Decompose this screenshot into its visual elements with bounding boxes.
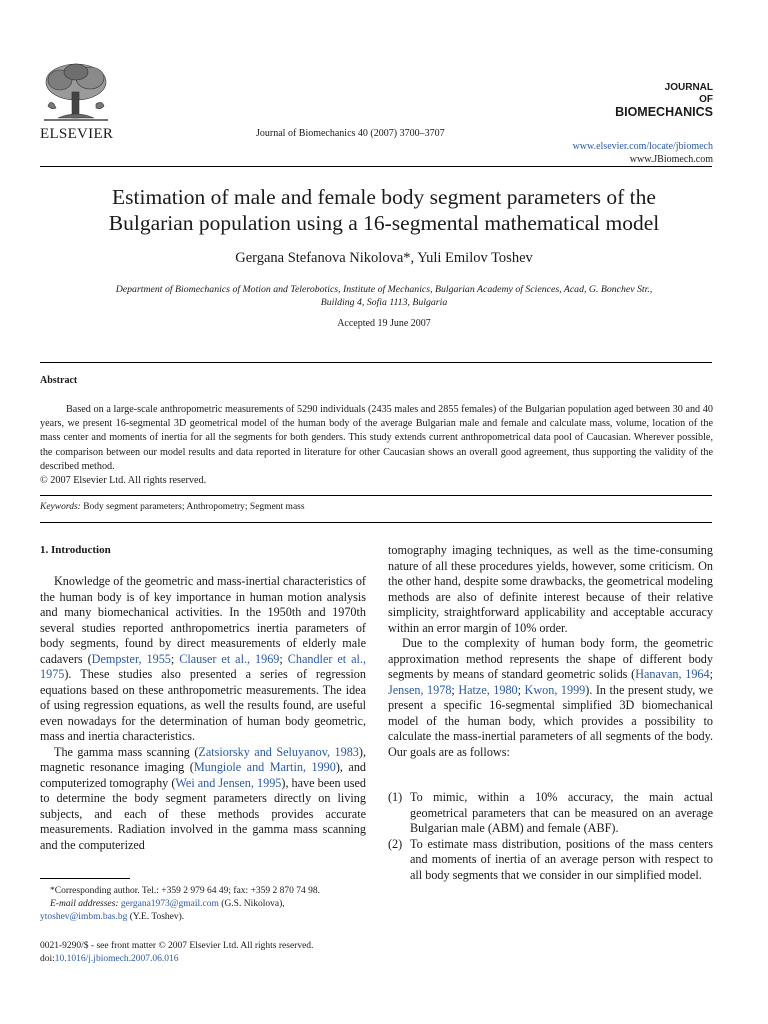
section-heading: 1. Introduction (40, 544, 111, 556)
journal-badge (615, 82, 713, 119)
citation-link[interactable]: Clauser et al., 1969 (179, 651, 280, 666)
text-run: ; (451, 682, 459, 697)
text-run: ; (517, 682, 525, 697)
corresponding-author: *Corresponding author. Tel.: +359 2 979 64 49; fax: +359 2 870 74 98. (50, 886, 321, 896)
text-run: The gamma mass scanning ( (54, 744, 199, 759)
goal-list-item (388, 790, 713, 837)
citation-link[interactable]: Mungiole and Martin, 1990 (193, 760, 336, 774)
journal-links (573, 141, 713, 166)
email-line (40, 898, 366, 911)
text-run: ; (709, 667, 714, 681)
intro-paragraph-2 (40, 745, 366, 854)
goal-text: To estimate mass distribution, positions of the mass centers and moments of inertia of an average person with respect to all body segments that we consider in our simplified model. (410, 836, 713, 882)
citation-link[interactable]: Kwon, 1999 (524, 682, 586, 697)
abstract-top-divider (40, 362, 712, 363)
text-run: ), and computerized tomography ( (40, 760, 367, 790)
abstract-copyright: © 2007 Elsevier Ltd. All rights reserved. (40, 475, 207, 487)
jbiomech-link[interactable]: www.JBiomech.com (629, 153, 713, 165)
intro-paragraph-1 (40, 574, 366, 745)
citation-link[interactable]: Hatze, 1980 (458, 682, 518, 697)
front-matter (40, 940, 313, 966)
affiliation-line-1: Department of Biomechanics of Motion and Telerobotics, Institute of Mechanics, Bulgarian Academy of Sciences, Acad, G. Bonchev Str., (115, 284, 653, 295)
email-owner-2: (Y.E. Toshev). (127, 912, 185, 922)
article-title (40, 185, 728, 237)
abstract-body (40, 403, 713, 488)
text-run: ). In the present study, we present a specific 16-segmental simplified 3D biomechanical model of the human body, which provides a possibility to calculate the mass-inertial parameters of all segments of the body. Our goals are as follows: (388, 682, 713, 759)
text-run: ; (170, 651, 180, 666)
abstract-text: Based on a large-scale anthropometric measurements of 5290 individuals (2435 males and 2855 females) of the Bulgarian population aged between 30 and 40 years, we present 16-segmental 3D geometrical model of the human body of the average Bulgarian male and female and calculate mass, volume, location of the mass center and moments of inertia for all the segments for both genders. This study extends current anthropometrical data pool of Caucasian. Wherever possible, the comparison between our model results and data reported in literature for other Caucasian shows an overall good agreement, thus supporting the validity of the described method. (40, 404, 713, 472)
abstract-heading: Abstract (40, 375, 78, 386)
affiliation-line-2: Building 4, Sofia 1113, Bulgaria (320, 297, 448, 309)
citation-link[interactable]: Dempster, 1955 (91, 651, 171, 666)
citation-link[interactable]: Zatsiorsky and Seluyanov, 1983 (198, 744, 359, 759)
email-label: E-mail addresses: (50, 899, 119, 909)
text-run: ; (279, 651, 288, 666)
intro-paragraph-3: tomography imaging techniques, as well as the time-consuming nature of all these procedures yields, however, some criticism. On the other hand, despite some drawbacks, the geometrical modeling methods are also of definite interest because of their relative simplicity, straightforward applicability and acceptable accuracy within an error margin of 10% order. (388, 543, 713, 635)
text-run: ), magnetic resonance imaging ( (40, 744, 366, 774)
accepted-date: Accepted 19 June 2007 (337, 318, 431, 329)
elsevier-tree-logo (38, 60, 114, 124)
text-run: Knowledge of the geometric and mass-inertial characteristics of the human body is of key importance in human motion analysis and many biomechanical activities. In the 1950th and 1970th several studies reported anthropometrics inertia parameters of body segments, found by direct measurements of elderly male cadavers ( (40, 574, 366, 666)
text-run: Due to the complexity of human body form, the geometric approximation method represents the shape of different body segments by means of standard geometric solids ( (388, 636, 713, 681)
footnote-rule (40, 878, 130, 879)
journal-citation: Journal of Biomechanics 40 (2007) 3700–3707 (256, 128, 445, 139)
title-line-1: Estimation of male and female body segment parameters of the (112, 185, 656, 209)
email-link-2[interactable]: ytoshev@imbm.bas.bg (40, 912, 128, 922)
goal-text: To mimic, within a 10% accuracy, the main actual geometrical parameters that can be measured on an average Bulgarian male (ABM) and female (ABF). (410, 790, 713, 835)
issn-line: 0021-9290/$ - see front matter © 2007 Elsevier Ltd. All rights reserved. (40, 941, 314, 951)
doi-label: doi: (40, 954, 55, 964)
publisher-name: ELSEVIER (40, 126, 114, 142)
header-divider (40, 166, 712, 167)
text-run: ). These studies also presented a series of regression equations based on these anthropometric measurements. The idea of using regression equations, as well the results found, are useful even nowadays for the determination of human body geometric, mass and inertia characteristics. (40, 667, 366, 743)
email-owner-1: (G.S. Nikolova), (218, 899, 285, 909)
left-column (40, 574, 366, 853)
goal-number: (1) (388, 790, 403, 804)
right-column (388, 543, 713, 883)
citation-link[interactable]: Wei and Jensen, 1995 (175, 775, 282, 790)
elsevier-link[interactable]: www.elsevier.com/locate/jbiomech (572, 141, 713, 152)
goal-number: (2) (388, 836, 403, 851)
email-line-2 (40, 911, 366, 924)
email-link-1[interactable]: gergana1973@gmail.com (120, 899, 219, 909)
spacer (388, 760, 713, 790)
keywords-label: Keywords: (40, 502, 81, 512)
text-run: ), have been used to determine the body segment parameters directly on living subjects, and each of these methods provides accurate measurements. Radiation involved in the gamma mass scanning and the computerized (40, 775, 367, 852)
article-authors: Gergana Stefanova Nikolova*, Yuli Emilov Toshev (235, 250, 533, 266)
footnote (40, 885, 366, 924)
citation-link[interactable]: Chandler et al., 1975 (40, 651, 366, 681)
intro-paragraph-4 (388, 636, 713, 760)
citation-link[interactable]: Hanavan, 1964 (635, 667, 710, 681)
keywords-top-divider (40, 495, 712, 496)
citation-link[interactable]: Jensen, 1978 (388, 682, 452, 697)
author-affiliation (60, 283, 708, 309)
keywords-line (40, 502, 305, 512)
keywords-list: Body segment parameters; Anthropometry; Segment mass (83, 502, 305, 512)
journal-badge-line2: OF (699, 93, 713, 105)
title-line-2: Bulgarian population using a 16-segmental mathematical model (108, 210, 660, 235)
doi-link[interactable]: 10.1016/j.jbiomech.2007.06.016 (54, 954, 179, 964)
goal-list-item (388, 837, 713, 884)
journal-badge-line1: JOURNAL (664, 82, 713, 93)
journal-badge-line3: BIOMECHANICS (615, 105, 713, 119)
doi-line (40, 953, 313, 966)
keywords-bottom-divider (40, 522, 712, 523)
